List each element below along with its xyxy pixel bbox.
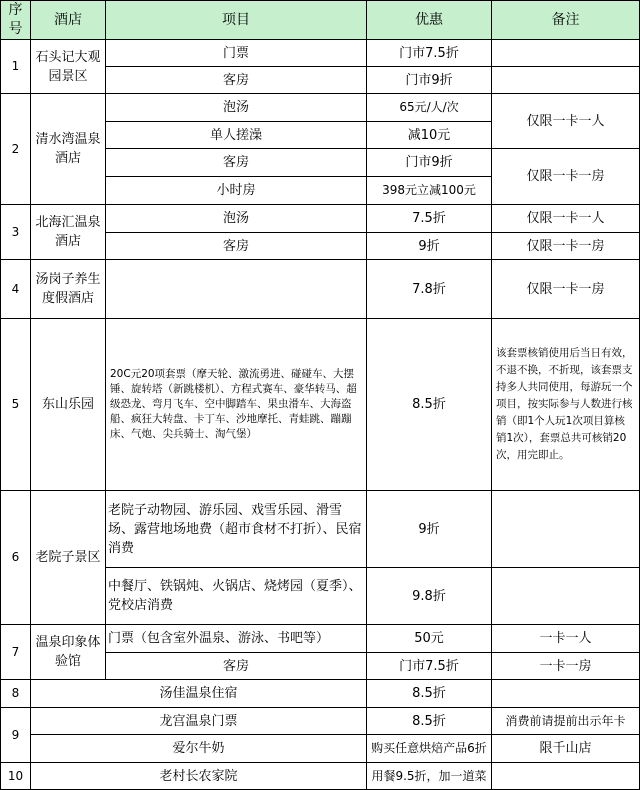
table-row [1,763,640,790]
discount-cell: 门市7.5折 [367,40,492,67]
discount-cell: 7.8折 [367,260,492,319]
item-cell [106,260,367,319]
table-row [1,205,640,233]
row-number: 10 [1,763,31,790]
hotel-name: 龙宫温泉门票 [31,708,367,735]
table-row [1,625,640,653]
table-row [1,680,640,708]
table-row [1,708,640,735]
item-cell: 20C元20项套票（摩天轮、激流勇进、碰碰车、大摆锤、旋转塔（新跳楼机）、方程式赛车、豪华转马、超级恐龙、弯月飞车、空中脚踏车、果虫滑车、大海盗船、疯狂大转盘、卡丁车、沙地摩托、青蛙跳、蹦蹦床、气炮、尖兵骑士、淘气堡） [106,319,367,491]
item-cell: 客房 [106,233,367,260]
discount-cell: 398元立减100元 [367,177,492,205]
note-cell: 仅限一卡一房 [492,233,640,260]
note-cell: 消费前请提前出示年卡 [492,708,640,735]
discount-cell: 减10元 [367,122,492,149]
row-number: 7 [1,625,31,680]
discount-cell: 9折 [367,491,492,568]
discount-cell: 9折 [367,233,492,260]
header-discount: 优惠 [367,1,492,40]
note-cell [492,40,640,67]
note-cell [492,67,640,94]
item-cell: 客房 [106,653,367,680]
hotel-name: 北海汇温泉酒店 [31,205,106,260]
table-row [1,491,640,568]
table-row [1,94,640,122]
discount-cell: 门市7.5折 [367,653,492,680]
note-cell: 一卡一人 [492,625,640,653]
discount-cell: 购买任意烘焙产品6折 [367,735,492,763]
item-cell: 泡汤 [106,94,367,122]
header-hotel: 酒店 [31,1,106,40]
discount-cell: 7.5折 [367,205,492,233]
discount-cell: 9.8折 [367,568,492,625]
row-number: 1 [1,40,31,94]
hotel-name: 温泉印象体验馆 [31,625,106,680]
hotel-name: 东山乐园 [31,319,106,491]
discount-cell: 65元/人/次 [367,94,492,122]
table-row [1,735,640,763]
discount-cell: 8.5折 [367,680,492,708]
row-number: 5 [1,319,31,491]
discount-cell: 门市9折 [367,67,492,94]
hotel-name: 爱尔牛奶 [31,735,367,763]
header-note: 备注 [492,1,640,40]
note-cell [492,491,640,568]
note-cell [492,763,640,790]
item-cell: 门票（包含室外温泉、游泳、书吧等） [106,625,367,653]
header-item: 项目 [106,1,367,40]
item-cell: 门票 [106,40,367,67]
header-row [1,1,640,40]
table-row [1,319,640,491]
discount-cell: 用餐9.5折，加一道菜 [367,763,492,790]
note-cell: 一卡一房 [492,653,640,680]
hotel-name: 汤岗子养生度假酒店 [31,260,106,319]
discount-cell: 8.5折 [367,319,492,491]
note-cell [492,680,640,708]
note-cell: 该套票核销使用后当日有效，不退不换，不折现，该套票支持多人共同使用，每游玩一个项目，按实际参与人数进行核销（即1个人玩1次项目算核销1次），套票总共可核销20次，用完即止。 [492,319,640,491]
item-cell: 泡汤 [106,205,367,233]
row-number: 4 [1,260,31,319]
table-row [1,40,640,67]
item-cell: 单人搓澡 [106,122,367,149]
row-number: 8 [1,680,31,708]
hotel-name: 清水湾温泉酒店 [31,94,106,205]
row-number: 9 [1,708,31,763]
hotel-name: 老院子景区 [31,491,106,625]
item-cell: 中餐厅、铁锅炖、火锅店、烧烤园（夏季）、党校店消费 [106,568,367,625]
table-row [1,260,640,319]
discount-cell: 50元 [367,625,492,653]
item-cell: 客房 [106,67,367,94]
discount-cell: 门市9折 [367,149,492,177]
hotel-name: 汤佳温泉住宿 [31,680,367,708]
hotel-name: 石头记大观园景区 [31,40,106,94]
note-cell: 仅限一卡一人 [492,205,640,233]
item-cell: 小时房 [106,177,367,205]
row-number: 6 [1,491,31,625]
row-number: 3 [1,205,31,260]
hotel-name: 老村长农家院 [31,763,367,790]
item-cell: 客房 [106,149,367,177]
item-cell: 老院子动物园、游乐园、戏雪乐园、滑雪场、露营地场地费（超市食材不打折）、民宿消费 [106,491,367,568]
note-cell [492,568,640,625]
note-cell: 仅限一卡一房 [492,260,640,319]
note-cell: 仅限一卡一人 [492,94,640,149]
discount-cell: 8.5折 [367,708,492,735]
header-no: 序号 [1,1,31,40]
row-number: 2 [1,94,31,205]
note-cell: 仅限一卡一房 [492,149,640,205]
note-cell: 限千山店 [492,735,640,763]
